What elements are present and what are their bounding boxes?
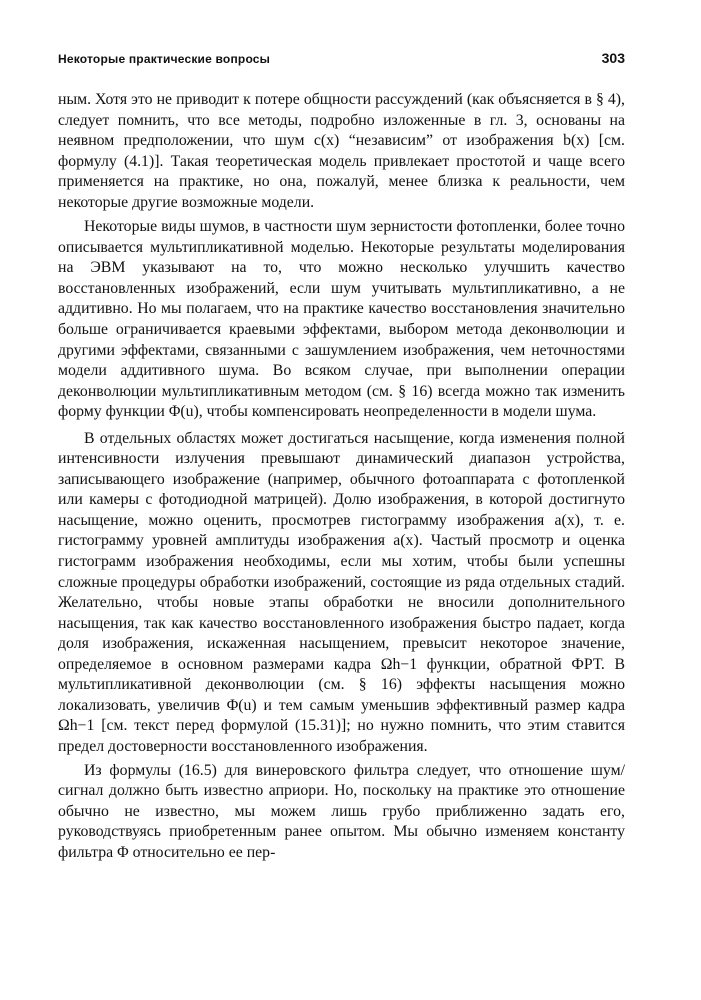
paragraph-wiener-filter: Из формулы (16.5) для винеровского фильтра следует, что отношение шум/сигнал должно быть известно априори. Но, поскольку на практике это отношение обычно не известно, мы можем лишь грубо приближенно задать его, руководствуясь приобретенным ранее опытом. Мы обычно изменяем константу фильтра Φ относительно ее пер-	[58, 761, 625, 861]
running-head: Некоторые практические вопросы	[58, 52, 271, 66]
paragraph-noise-models: Некоторые виды шумов, в частности шум зернистости фотопленки, более точно описывается мультипликативной моделью. Некоторые результаты моделирования на ЭВМ указывают на то, что можно несколько улучшить качество восстановленных изображений, если шум учитывать мультипликативно, а не аддитивно. Но мы полагаем, что на практике качество восстановления значительно больше ограничивается краевыми эффектами, выбором метода деконволюции и другими эффектами, связанными с зашумлением изображения, чем неточностями модели аддитивного шума. Во всяком случае, при выполнении операции деконволюции мультипликативным методом (см. § 16) всегда можно так изменить форму функции Φ(u), чтобы компенсировать неопределенности в модели шума.	[58, 218, 625, 421]
body-text	[58, 90, 625, 863]
page-header	[58, 50, 625, 72]
paragraph-continuation: ным. Хотя это не приводит к потере общности рассуждений (как объясняется в § 4), следует помнить, что все методы, подробно изложенные в гл. 3, основаны на неявном предположении, что шум c(x) “независим” от изображения b(x) [см. формулу (4.1)]. Такая теоретическая модель привлекает простотой и чаще всего применяется на практике, но она, пожалуй, менее близка к реальности, чем некоторые другие возможные модели.	[58, 91, 625, 211]
page-number: 303	[601, 50, 625, 66]
paragraph-saturation: В отдельных областях может достигаться насыщение, когда изменения полной интенсивности излучения превышают динамический диапазон устройства, записывающего изображение (например, обычного фотоаппарата с фотопленкой или камеры с фотодиодной матрицей). Долю изображения, в которой достигнуто насыщение, можно оценить, просмотрев гистограмму изображения a(x), т. е. гистограмму уровней амплитуды изображения a(x). Частый просмотр и оценка гистограмм изображения необходимы, если мы хотим, чтобы были успешны сложные процедуры обработки изображений, состоящие из ряда отдельных стадий. Желательно, чтобы новые этапы обработки не вносили дополнительного насыщения, так как качество восстановленного изображения быстро падает, когда доля изображения, искаженная насыщением, превысит некоторое значение, определяемое в основном размерами кадра Ωh−1 функции, обратной ФРТ. В мультипликативной деконволюции (см. § 16) эффекты насыщения можно локализовать, увеличив Φ(u) и тем самым уменьшив эффективный размер кадра Ωh−1 [см. текст перед формулой (15.31)]; но нужно помнить, что этим ставится предел достоверности восстановленного изображения.	[58, 429, 625, 755]
